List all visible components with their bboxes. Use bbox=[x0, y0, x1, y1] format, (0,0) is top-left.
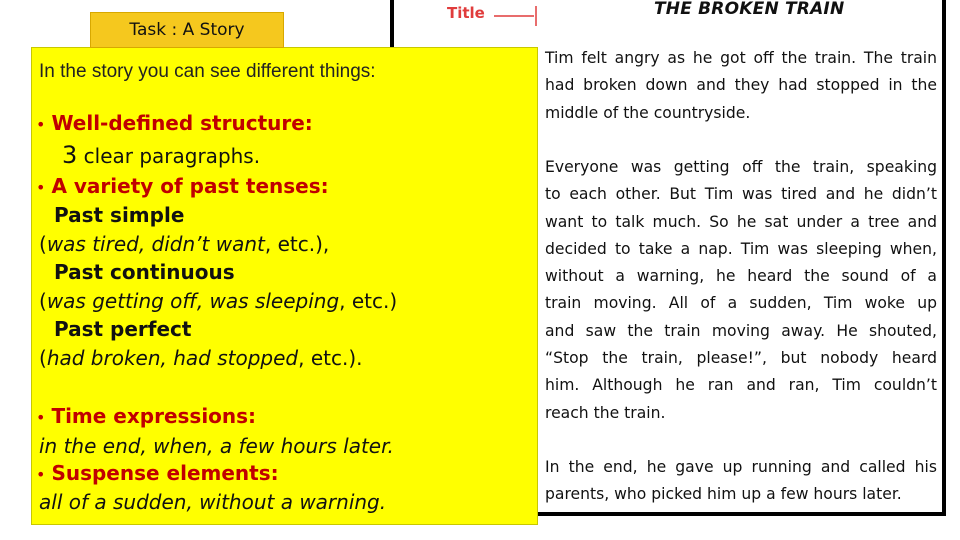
bullet-icon: • bbox=[36, 408, 46, 427]
title-arrow-icon bbox=[490, 2, 540, 30]
tenses-heading bbox=[36, 174, 329, 198]
story-line: Tim felt angry as he got off the train. The train bbox=[545, 49, 937, 67]
past-perfect-examples: (had broken, had stopped, etc.). bbox=[39, 346, 363, 370]
bullet-icon: • bbox=[36, 115, 46, 134]
story-line: decided to take a nap. Tim was sleeping when, bbox=[545, 239, 937, 258]
time-heading bbox=[36, 404, 256, 428]
story-paragraph-3 bbox=[545, 454, 937, 509]
story-paragraph-2 bbox=[545, 154, 937, 427]
story-line: In the end, he gave up running and called his bbox=[545, 458, 937, 476]
past-simple-examples: (was tired, didn’t want, etc.), bbox=[39, 232, 330, 256]
structure-detail-text: clear paragraphs. bbox=[83, 144, 261, 168]
story-line: without a warning, he heard the sound of a bbox=[545, 267, 937, 286]
story-line: and saw the train moving away. He shouted, bbox=[545, 321, 937, 340]
story-line: want to talk much. So he sat under a tree and bbox=[545, 212, 937, 231]
bullet-icon: • bbox=[36, 465, 46, 484]
story-line: had broken down and they had stopped in the bbox=[545, 76, 937, 95]
title-tag-label: Title bbox=[447, 4, 485, 22]
story-line: train moving. All of a sudden, Tim woke up bbox=[545, 294, 937, 313]
summary-card bbox=[31, 47, 538, 525]
time-heading-text: Time expressions: bbox=[51, 404, 257, 428]
intro-text: In the story you can see different things: bbox=[39, 61, 376, 82]
story-paragraph-1 bbox=[545, 45, 937, 127]
story-line: “Stop the train, please!”, but nobody heard bbox=[545, 349, 937, 368]
structure-heading bbox=[36, 111, 313, 135]
past-continuous-label: Past continuous bbox=[54, 260, 235, 284]
paragraph-count: 3 bbox=[62, 141, 78, 169]
tenses-heading-text: A variety of past tenses: bbox=[51, 174, 329, 198]
bullet-icon: • bbox=[36, 178, 46, 197]
story-line: him. Although he ran and ran, Tim couldn’t bbox=[545, 376, 937, 395]
story-line: parents, who picked him up a few hours later. bbox=[545, 485, 902, 504]
structure-heading-text: Well-defined structure: bbox=[51, 111, 313, 135]
suspense-heading bbox=[36, 461, 279, 485]
suspense-examples: all of a sudden, without a warning. bbox=[39, 490, 387, 514]
story-line: reach the train. bbox=[545, 403, 666, 422]
story-title: THE BROKEN TRAIN bbox=[654, 0, 845, 19]
story-line: to each other. But Tim was tired and he didn’t bbox=[545, 185, 937, 204]
structure-detail bbox=[62, 141, 260, 169]
past-perfect-label: Past perfect bbox=[54, 317, 192, 341]
past-simple-label: Past simple bbox=[54, 203, 185, 227]
time-examples: in the end, when, a few hours later. bbox=[39, 434, 394, 458]
story-line: Everyone was getting off the train, speaking bbox=[545, 158, 937, 176]
past-continuous-examples: (was getting off, was sleeping, etc.) bbox=[39, 289, 398, 313]
story-line: middle of the countryside. bbox=[545, 103, 751, 122]
task-tab: Task : A Story bbox=[90, 12, 284, 48]
suspense-heading-text: Suspense elements: bbox=[51, 461, 279, 485]
